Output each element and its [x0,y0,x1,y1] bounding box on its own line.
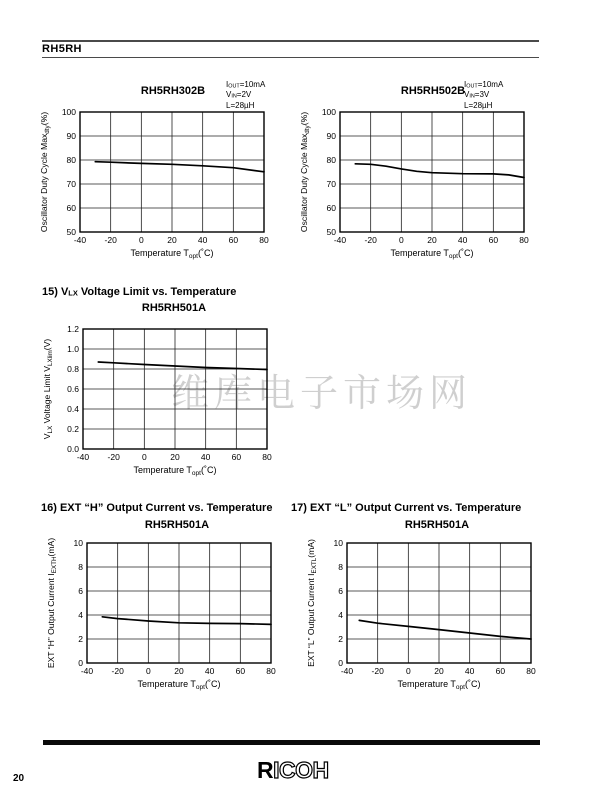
y-tick-label: 90 [66,131,76,141]
y-axis-label: EXT “L” Output Current $I_{EXTL}(mA)$ [306,539,318,667]
x-tick-label: -40 [73,235,87,245]
x-tick-label: -20 [111,666,124,676]
x-tick-label: -20 [104,235,117,245]
x-axis-label: Temperature $T_{opt}(˚C)$ [390,248,474,260]
x-tick-label: 60 [488,235,499,245]
chart-plot-ext-l-output-current-rh5rh501a [301,529,553,697]
x-tick-label: 60 [235,666,246,676]
x-tick-label: -40 [80,666,94,676]
ricoh-logo [254,757,344,785]
header-rule-top [42,40,539,42]
y-tick-label: 8 [338,562,343,572]
x-tick-label: -20 [371,666,384,676]
chart-vlx-voltage-limit [37,315,289,483]
x-tick-label: 20 [170,452,180,462]
page-number: 20 [13,773,25,784]
y-tick-label: 0.4 [67,404,79,414]
chart-title-rh5rh302b: RH5RH302B [140,85,206,97]
x-tick-label: 40 [197,235,208,245]
x-tick-label: 80 [259,235,269,245]
x-tick-label: -40 [340,666,354,676]
y-tick-label: 1.0 [67,344,79,354]
y-tick-label: 10 [333,538,343,548]
y-tick-label: 2 [338,634,343,644]
x-tick-label: -40 [76,452,90,462]
x-tick-label: 20 [427,235,437,245]
chart-title-exth-501a: RH5RH501A [144,519,210,531]
condition-line: L=28µH [464,100,493,110]
footer-bar [43,740,540,745]
y-axis-label: Oscillator Duty Cycle Max$_{dty}$(%) [39,111,51,233]
chart-oscillator-duty-502b [294,98,546,266]
chart-plot-ext-h-output-current-rh5rh501a [41,529,293,697]
x-tick-label: 80 [519,235,529,245]
x-tick-label: 60 [228,235,239,245]
y-tick-label: 70 [326,179,336,189]
x-tick-label: -20 [364,235,377,245]
y-tick-label: 4 [338,610,343,620]
condition-line: IOUT=10mA [464,80,504,90]
y-tick-label: 4 [78,610,83,620]
x-tick-label: 20 [167,235,177,245]
y-tick-label: 0.8 [67,364,79,374]
x-tick-label: 40 [457,235,468,245]
data-curve-IEXTL [359,620,531,639]
y-tick-label: 6 [338,586,343,596]
x-tick-label: -40 [333,235,347,245]
section-heading-17: 17) EXT “L” Output Current vs. Temperature [291,502,522,514]
condition-line: VIN=2V [226,90,252,100]
chart-title-rh5rh502b: RH5RH502B [400,85,466,97]
data-curve-VLXlim [98,362,267,370]
x-tick-label: 40 [464,666,475,676]
x-axis-label: Temperature $T_{opt}(˚C)$ [133,465,217,477]
chart-title-extl-501a: RH5RH501A [404,519,470,531]
data-curve-Maxdty [355,164,524,178]
y-tick-label: 1.2 [67,324,79,334]
x-tick-label: 60 [231,452,242,462]
y-tick-label: 0 [338,658,343,668]
y-tick-label: 80 [326,155,336,165]
x-tick-label: 0 [145,666,151,676]
y-tick-label: 2 [78,634,83,644]
x-tick-label: 0 [138,235,144,245]
x-tick-label: 20 [174,666,184,676]
y-tick-label: 100 [321,107,336,117]
x-tick-label: 20 [434,666,444,676]
y-axis-label: EXT “H” Output Current $I_{EXTH}(mA)$ [46,537,58,669]
y-tick-label: 0.0 [67,444,79,454]
x-tick-label: 80 [262,452,272,462]
y-tick-label: 6 [78,586,83,596]
y-tick-label: 100 [61,107,76,117]
chart-title-vlx-501a: RH5RH501A [141,302,207,314]
watermark-text: 维库电子市场网 [171,371,473,415]
x-tick-label: 40 [204,666,215,676]
page-header-title: RH5RH [42,43,82,55]
x-tick-label: 80 [266,666,276,676]
x-tick-label: 0 [398,235,404,245]
y-tick-label: 0.6 [67,384,79,394]
x-tick-label: 40 [200,452,211,462]
x-axis-label: Temperature $T_{opt}(˚C)$ [397,679,481,691]
x-tick-label: 0 [405,666,411,676]
section-heading-16: 16) EXT “H” Output Current vs. Temperature [41,502,273,514]
data-curve-Maxdty [95,162,264,172]
y-tick-label: 60 [326,203,336,213]
y-tick-label: 80 [66,155,76,165]
y-tick-label: 10 [73,538,83,548]
x-tick-label: 60 [495,666,506,676]
condition-line: VIN=3V [464,90,490,100]
header-rule-bottom [42,57,539,58]
y-tick-label: 0.2 [67,424,79,434]
x-axis-label: Temperature $T_{opt}(˚C)$ [130,248,214,260]
chart-oscillator-duty-302b [34,98,286,266]
chart-plot-vlx-voltage-limit-rh5rh501a [37,315,289,483]
chart-ext-l-output-current [301,529,553,697]
x-tick-label: 80 [526,666,536,676]
y-tick-label: 60 [66,203,76,213]
x-tick-label: 0 [141,452,147,462]
y-tick-label: 90 [326,131,336,141]
y-tick-label: 0 [78,658,83,668]
section-heading-15: 15) VLX Voltage Limit vs. Temperature [42,286,237,298]
y-tick-label: 50 [326,227,336,237]
y-tick-label: 50 [66,227,76,237]
y-tick-label: 70 [66,179,76,189]
condition-line: L=28µH [226,100,255,110]
data-curve-IEXTH [102,617,271,625]
chart-ext-h-output-current [41,529,293,697]
condition-line: IOUT=10mA [226,80,266,90]
chart-plot-oscillator-duty-cycle-rh5rh302b [34,98,286,266]
y-axis-label: $V_{LX}$ Voltage Limit $V_{LXlim}(V)$ [42,338,54,440]
y-tick-label: 8 [78,562,83,572]
x-tick-label: -20 [107,452,120,462]
x-axis-label: Temperature $T_{opt}(˚C)$ [137,679,221,691]
chart-plot-oscillator-duty-cycle-rh5rh502b [294,98,546,266]
y-axis-label: Oscillator Duty Cycle Max$_{dty}$(%) [299,111,311,233]
ricoh-logo-text: RICOH [257,757,329,783]
